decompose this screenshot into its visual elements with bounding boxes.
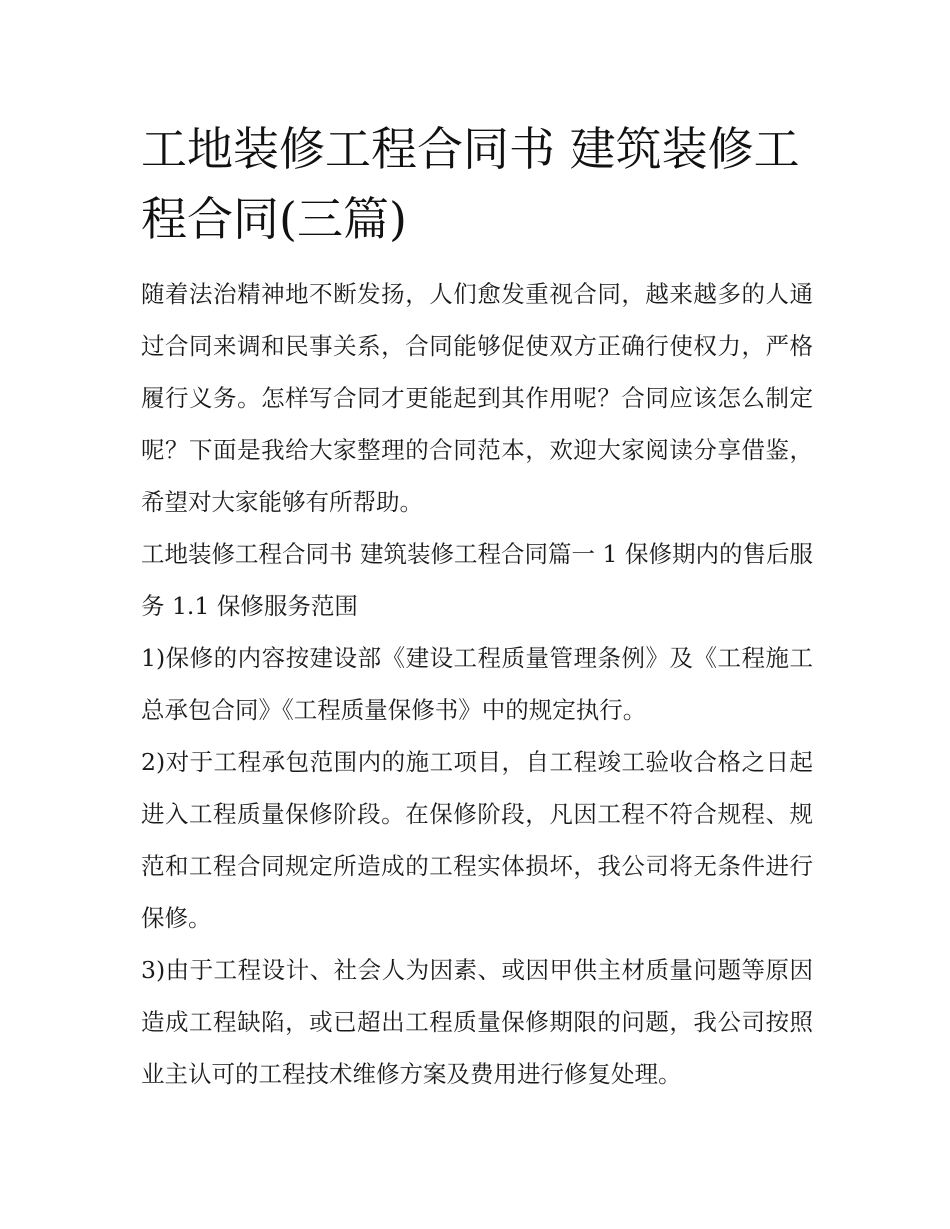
intro-paragraph: 随着法治精神地不断发扬，人们愈发重视合同，越来越多的人通过合同来调和民事关系，合同能够促使双方正确行使权力，严格履行义务。怎样写合同才更能起到其作用呢？合同应该怎么制定呢？下面是我给大家整理的合同范本，欢迎大家阅读分享借鉴，希望对大家能够有所帮助。 bbox=[141, 280, 813, 516]
document-title: 工地装修工程合同书 建筑装修工程合同(三篇) bbox=[141, 122, 800, 246]
section-heading-paragraph: 工地装修工程合同书 建筑装修工程合同篇一 1 保修期内的售后服务 1.1 保修服务范围 bbox=[141, 540, 813, 620]
clause-2-paragraph: 2)对于工程承包范围内的施工项目，自工程竣工验收合格之日起进入工程质量保修阶段。在保修阶段，凡因工程不符合规程、规范和工程合同规定所造成的工程实体损坏，我公司将无条件进行保修。 bbox=[141, 748, 813, 932]
clause-3-paragraph: 3)由于工程设计、社会人为因素、或因甲供主材质量问题等原因造成工程缺陷，或已超出工程质量保修期限的问题，我公司按照业主认可的工程技术维修方案及费用进行修复处理。 bbox=[141, 956, 813, 1088]
clause-1-paragraph: 1)保修的内容按建设部《建设工程质量管理条例》及《工程施工总承包合同》《工程质量保修书》中的规定执行。 bbox=[141, 644, 813, 724]
document-body bbox=[141, 114, 813, 1100]
